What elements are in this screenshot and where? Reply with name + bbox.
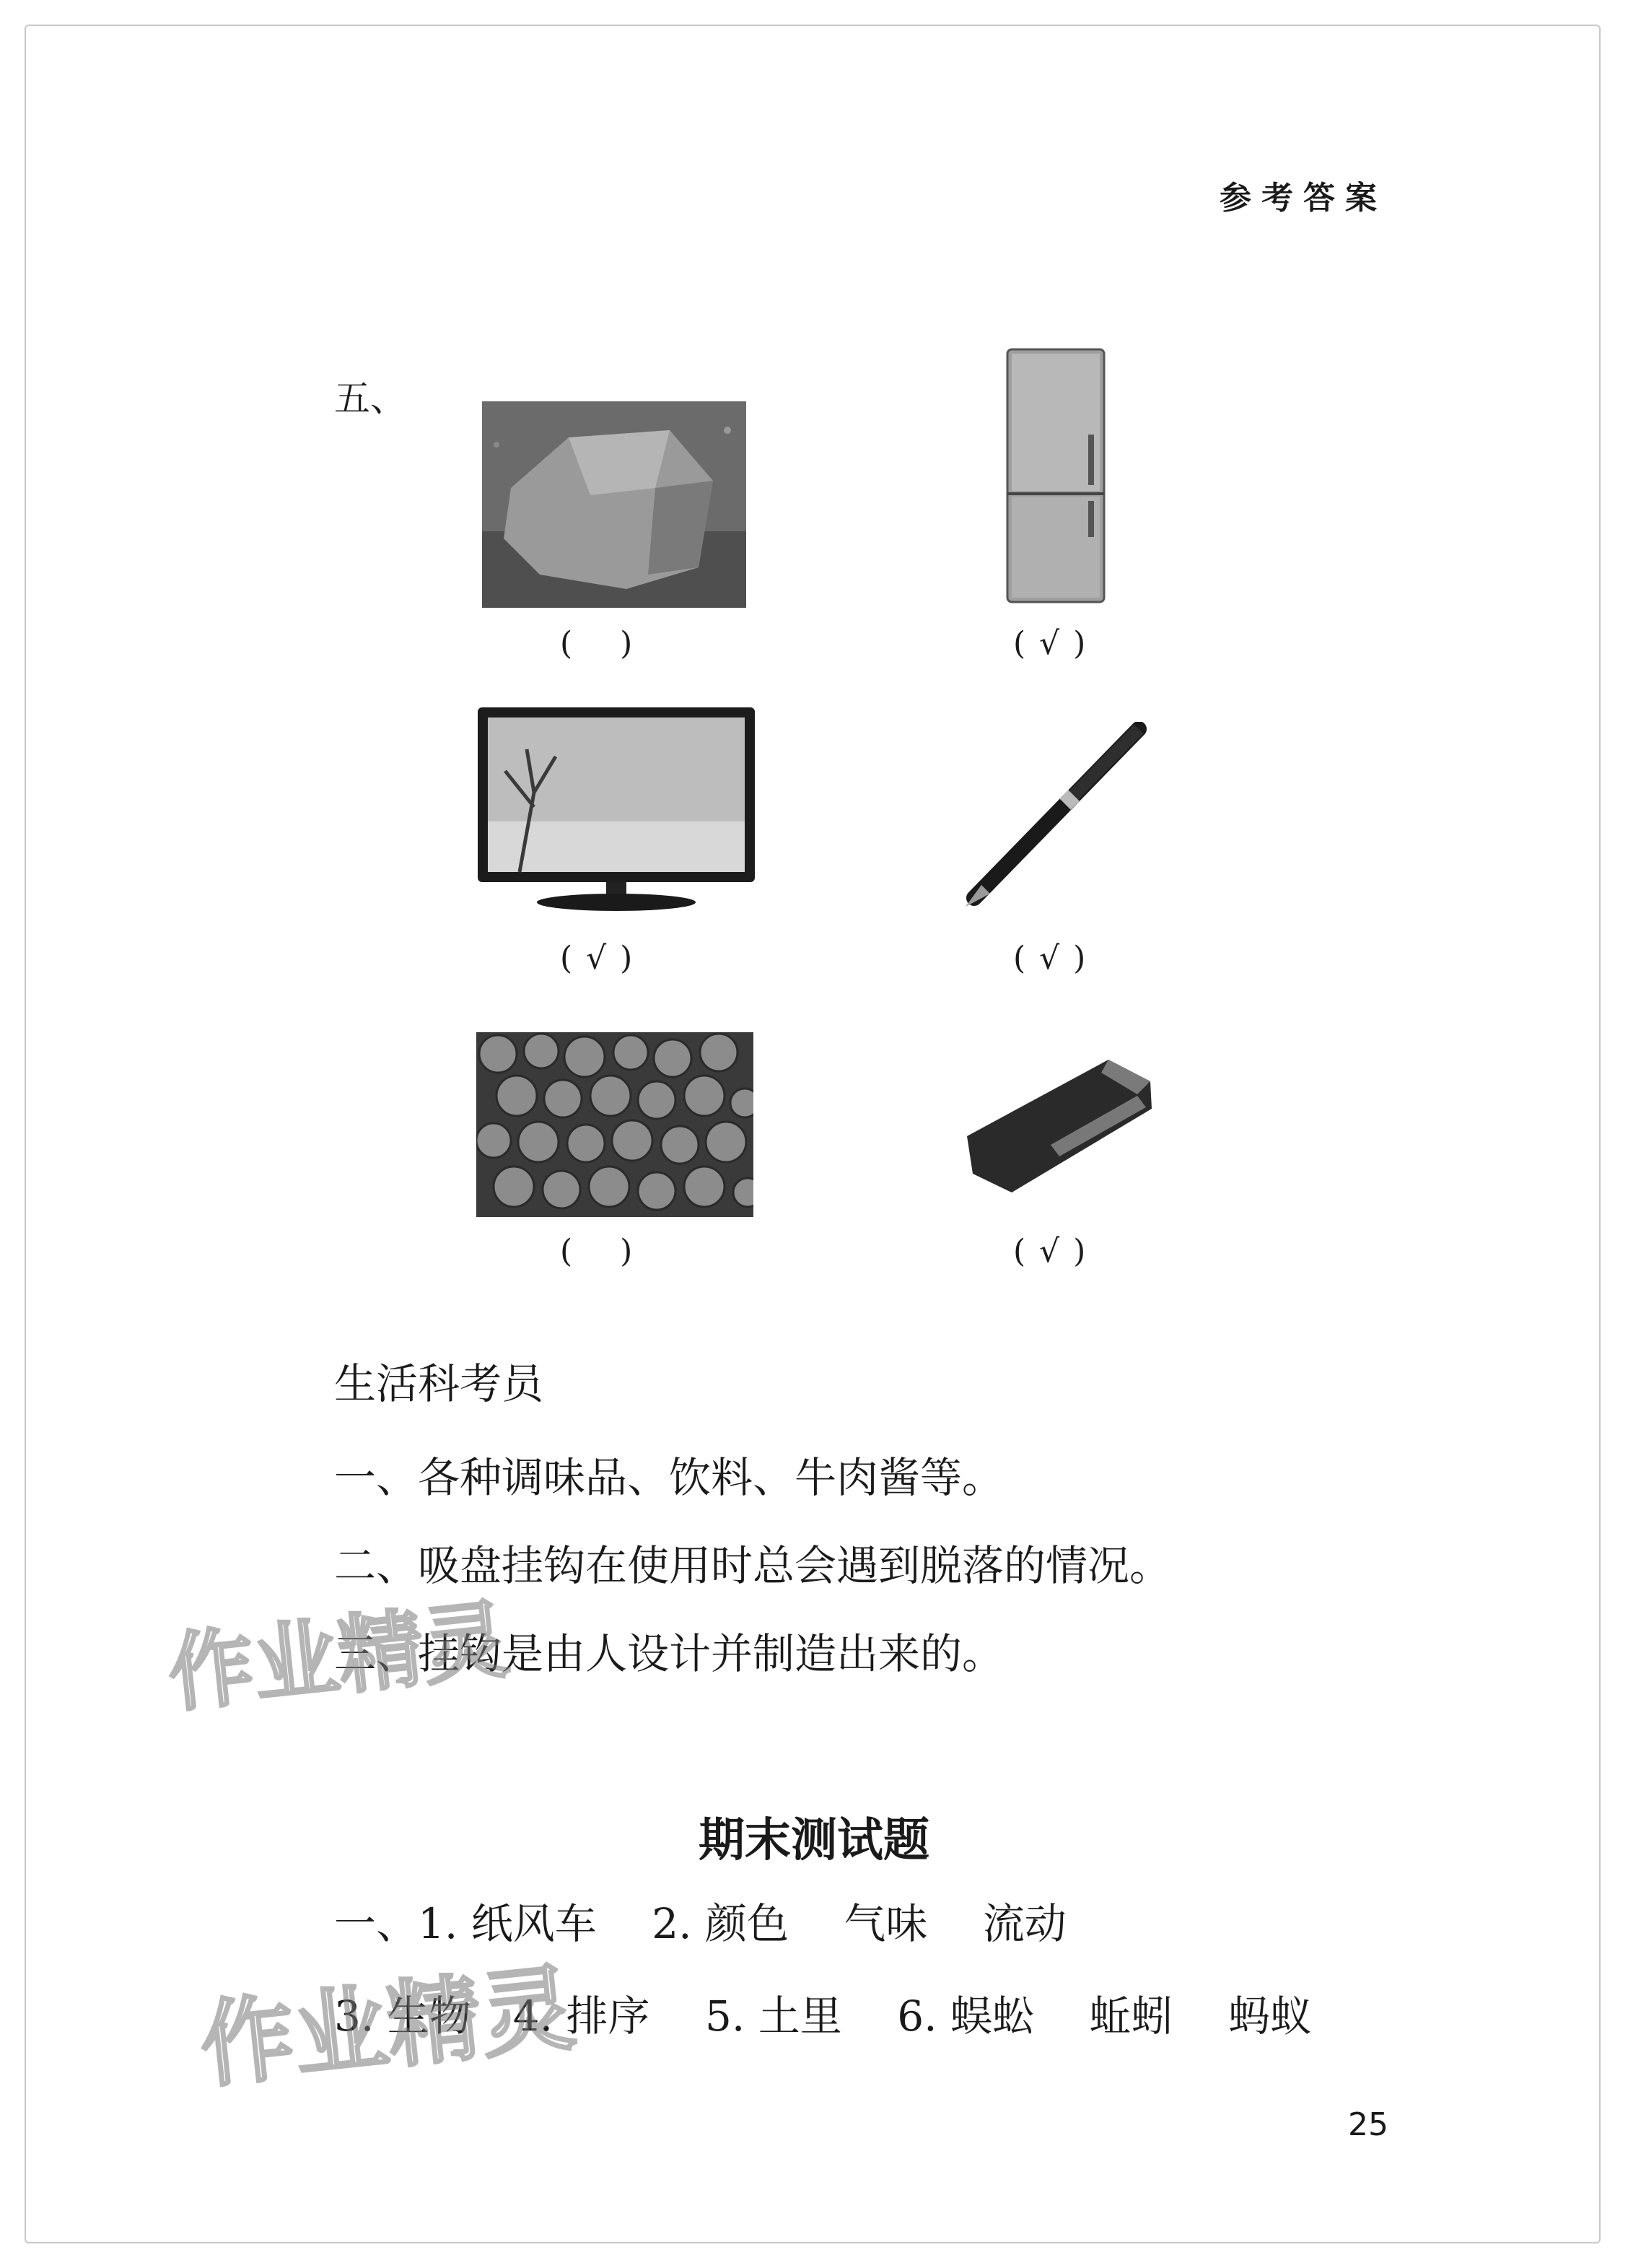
section-five-label: 五、	[334, 378, 406, 419]
answer-television: ( √ )	[560, 940, 633, 977]
watermark-1: 作业精灵	[164, 1589, 513, 1724]
final-exam-row-2: 3. 生物 4. 排序 5. 土里 6. 蜈蚣 蚯蚓 蚂蚁	[334, 1992, 1312, 2041]
page-number: 25	[1348, 2106, 1388, 2143]
fountain-pen-image	[960, 722, 1147, 910]
wood-logs-image	[476, 1032, 753, 1217]
answer-wood-logs: ( )	[560, 1233, 633, 1270]
life-science-line-2: 二、吸盘挂钩在使用时总会遇到脱落的情况。	[334, 1541, 1172, 1590]
life-science-line-1: 一、各种调味品、饮料、牛肉酱等。	[334, 1453, 1005, 1502]
refrigerator-image	[1005, 348, 1107, 608]
answer-fountain-pen: ( √ )	[1013, 940, 1086, 977]
answer-eraser: ( √ )	[1013, 1233, 1086, 1270]
header-title: 参考答案	[1220, 180, 1387, 217]
life-science-title: 生活科考员	[334, 1359, 544, 1408]
eraser-image	[957, 1051, 1156, 1204]
final-exam-title: 期末测试题	[699, 1813, 929, 1867]
watermark-2: 作业精灵	[195, 1953, 580, 2101]
final-exam-row-1: 一、1. 纸风车 2. 颜色 气味 流动	[334, 1899, 1067, 1948]
television-image	[476, 706, 756, 915]
life-science-line-3: 三、挂钩是由人设计并制造出来的。	[334, 1629, 1005, 1678]
rock-image	[482, 401, 746, 608]
answer-rock: ( )	[560, 625, 633, 662]
answer-refrigerator: ( √ )	[1013, 625, 1086, 662]
